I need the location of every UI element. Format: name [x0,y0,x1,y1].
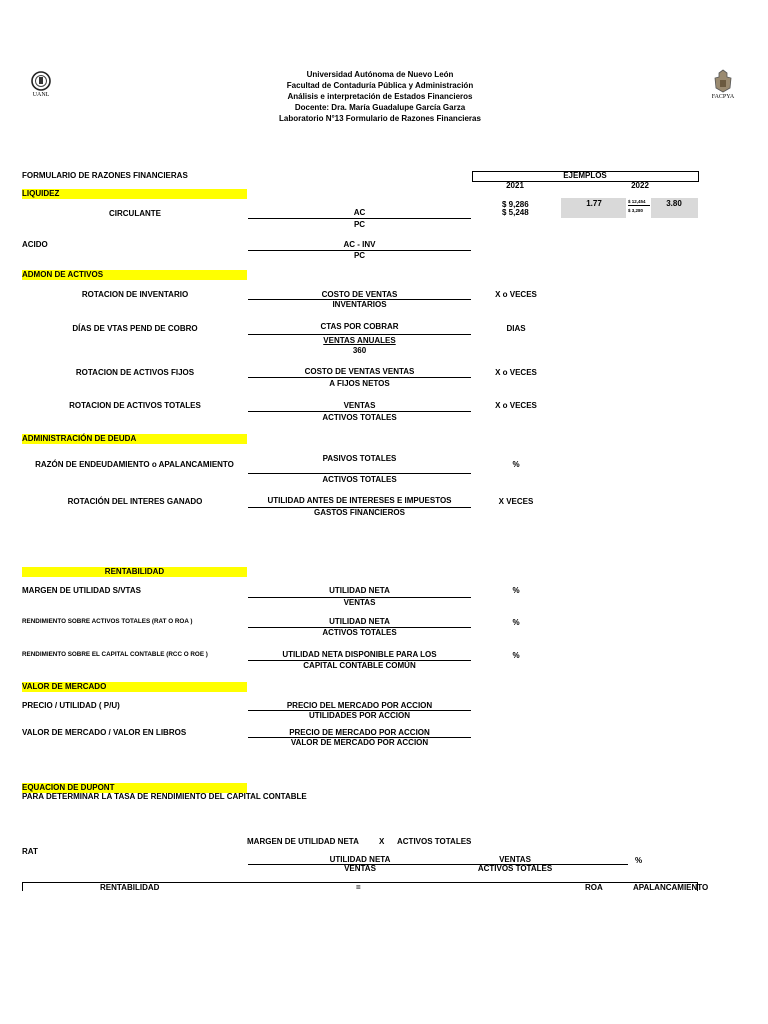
ratio-endeudamiento-unit: % [512,460,520,469]
ratio-rat-name: RENDIMIENTO SOBRE ACTIVOS TOTALES (RAT O ROA ) [22,618,193,625]
dupont-bottom-apalancamiento: APALANCAMIENTO [633,883,709,892]
ratio-rot-inv-den: INVENTARIOS [332,300,387,309]
ratio-endeudamiento-num: PASIVOS TOTALES [322,454,397,463]
ratio-rot-fijos-num: COSTO DE VENTAS VENTAS [304,367,415,376]
fraction-line [248,377,471,378]
ratio-vl-den: VALOR DE MERCADO POR ACCION [290,738,429,747]
ratio-rot-fijos-unit: X o VECES [495,368,537,377]
dupont-den2: ACTIVOS TOTALES [477,864,553,873]
uanl-caption: UANL [32,92,50,98]
fraction-line [248,334,471,335]
ratio-rat-num: UTILIDAD NETA [329,617,390,626]
example-result-2022: 3.80 [666,199,682,208]
dupont-left-tick [22,882,23,891]
year-2021: 2021 [506,181,524,190]
uanl-logo [28,70,54,100]
ratio-rot-inv-num: COSTO DE VENTAS [321,290,398,299]
ratio-rcc-name: RENDIMIENTO SOBRE EL CAPITAL CONTABLE (RCC O ROE ) [22,651,208,658]
small-fraction-line [628,205,650,206]
header-line-3: Análisis e interpretación de Estados Financieros [287,92,473,101]
ratio-margen-name: MARGEN DE UTILIDAD S/VTAS [22,586,141,595]
ratio-rcc-den: CAPITAL CONTABLE COMÚN [303,661,416,670]
ratio-acido-name: ACIDO [22,240,48,249]
dupont-formula-b: ACTIVOS TOTALES [397,837,472,846]
header-line-4: Docente: Dra. María Guadalupe García Garza [294,103,466,112]
facpya-crest-icon [710,68,736,94]
header-line-1: Universidad Autónoma de Nuevo León [306,70,454,79]
fraction-line [248,411,471,412]
section-liquidez: LIQUIDEZ [22,189,247,199]
section-rentabilidad: RENTABILIDAD [22,567,247,577]
ratio-margen-unit: % [512,586,520,595]
facpya-caption: FACPYA [711,94,735,100]
uanl-seal-icon [28,70,54,92]
form-title: FORMULARIO DE RAZONES FINANCIERAS [22,171,188,180]
section-admon-activos: ADMON DE ACTIVOS [22,270,247,280]
fraction-line [248,218,471,219]
dupont-bottom-roa: ROA [585,883,603,892]
ratio-rcc-num: UTILIDAD NETA DISPONIBLE PARA LOS [282,650,437,659]
header-line-2: Facultad de Contaduría Pública y Administración [286,81,474,90]
ratio-dias-cobro-num: CTAS POR COBRAR [320,322,399,331]
dupont-formula-x: X [379,837,385,846]
ratio-rot-fijos-den: A FIJOS NETOS [329,379,390,388]
example-pc-value: $ 5,248 [502,208,529,217]
ratio-margen-den: VENTAS [343,598,376,607]
ratio-dias-cobro-unit: DIAS [506,324,526,333]
ratio-interes-den: GASTOS FINANCIEROS [314,508,405,517]
facpya-logo [710,68,736,102]
ratio-endeudamiento-name: RAZÓN DE ENDEUDAMIENTO o APALANCAMIENTO [35,460,234,469]
ratio-rat-den: ACTIVOS TOTALES [322,628,397,637]
dupont-subtitle: PARA DETERMINAR LA TASA DE RENDIMIENTO DEL CAPITAL CONTABLE [22,792,307,801]
ratio-circulante-name: CIRCULANTE [109,209,161,218]
ratio-rot-fijos-name: ROTACION DE ACTIVOS FIJOS [75,368,195,377]
dupont-bottom-rentabilidad: RENTABILIDAD [100,883,160,892]
example-pc-small: $ 3,280 [628,208,644,213]
ratio-rcc-unit: % [512,651,520,660]
ratio-interes-num: UTILIDAD ANTES DE INTERESES E IMPUESTOS [267,496,452,505]
ratio-circulante-den: PC [353,220,366,229]
ratio-dias-cobro-den: VENTAS ANUALES [323,336,396,345]
dupont-bottom-equals: = [356,883,361,892]
ratio-acido-num: AC - INV [343,240,376,249]
examples-label: EJEMPLOS [563,171,607,180]
dupont-unit: % [635,856,643,865]
ratio-rot-totales-name: ROTACION DE ACTIVOS TOTALES [69,401,201,410]
ratio-rot-totales-num: VENTAS [343,401,376,410]
year-2022: 2022 [631,181,649,190]
ratio-interes-unit: X VECES [498,497,534,506]
ratio-margen-num: UTILIDAD NETA [329,586,390,595]
example-ac-small: $ 12,454 [628,199,646,204]
example-ac-value: $ 9,286 [502,200,529,209]
section-mercado: VALOR DE MERCADO [22,682,247,692]
ratio-circulante-num: AC [353,208,366,217]
ratio-vl-num: PRECIO DE MERCADO POR ACCION [289,728,430,737]
dupont-num2: VENTAS [499,855,531,864]
dupont-den1: VENTAS [344,864,376,873]
ratio-rot-totales-unit: X o VECES [495,401,537,410]
ratio-rot-inv-unit: X o VECES [495,290,537,299]
fraction-line [248,473,471,474]
header-line-5: Laboratorio N°13 Formulario de Razones Financieras [279,114,481,123]
dupont-formula-a: MARGEN DE UTILIDAD NETA [247,837,359,846]
ratio-interes-name: ROTACIÓN DEL INTERES GANADO [67,497,203,506]
ratio-dias-cobro-den2: 360 [352,346,367,355]
section-deuda: ADMINISTRACIÓN DE DEUDA [22,434,247,444]
dupont-num1: UTILIDAD NETA [329,855,391,864]
ratio-dias-cobro-name: DÍAS DE VTAS PEND DE COBRO [72,324,198,333]
ratio-acido-den: PC [353,251,366,260]
section-dupont: EQUACION DE DUPONT [22,783,247,793]
example-result-2021: 1.77 [586,199,602,208]
ratio-endeudamiento-den: ACTIVOS TOTALES [322,475,397,484]
ratio-rat-unit: % [512,618,520,627]
dupont-rat: RAT [22,847,38,856]
ratio-pu-den: UTILIDADES POR ACCION [308,711,411,720]
ratio-pu-num: PRECIO DEL MERCADO POR ACCION [286,701,433,710]
ratio-pu-name: PRECIO / UTILIDAD ( P/U) [22,701,120,710]
ratio-vl-name: VALOR DE MERCADO / VALOR EN LIBROS [22,728,187,737]
ratio-rot-totales-den: ACTIVOS TOTALES [322,413,397,422]
ratio-rot-inv-name: ROTACION DE INVENTARIO [81,290,189,299]
